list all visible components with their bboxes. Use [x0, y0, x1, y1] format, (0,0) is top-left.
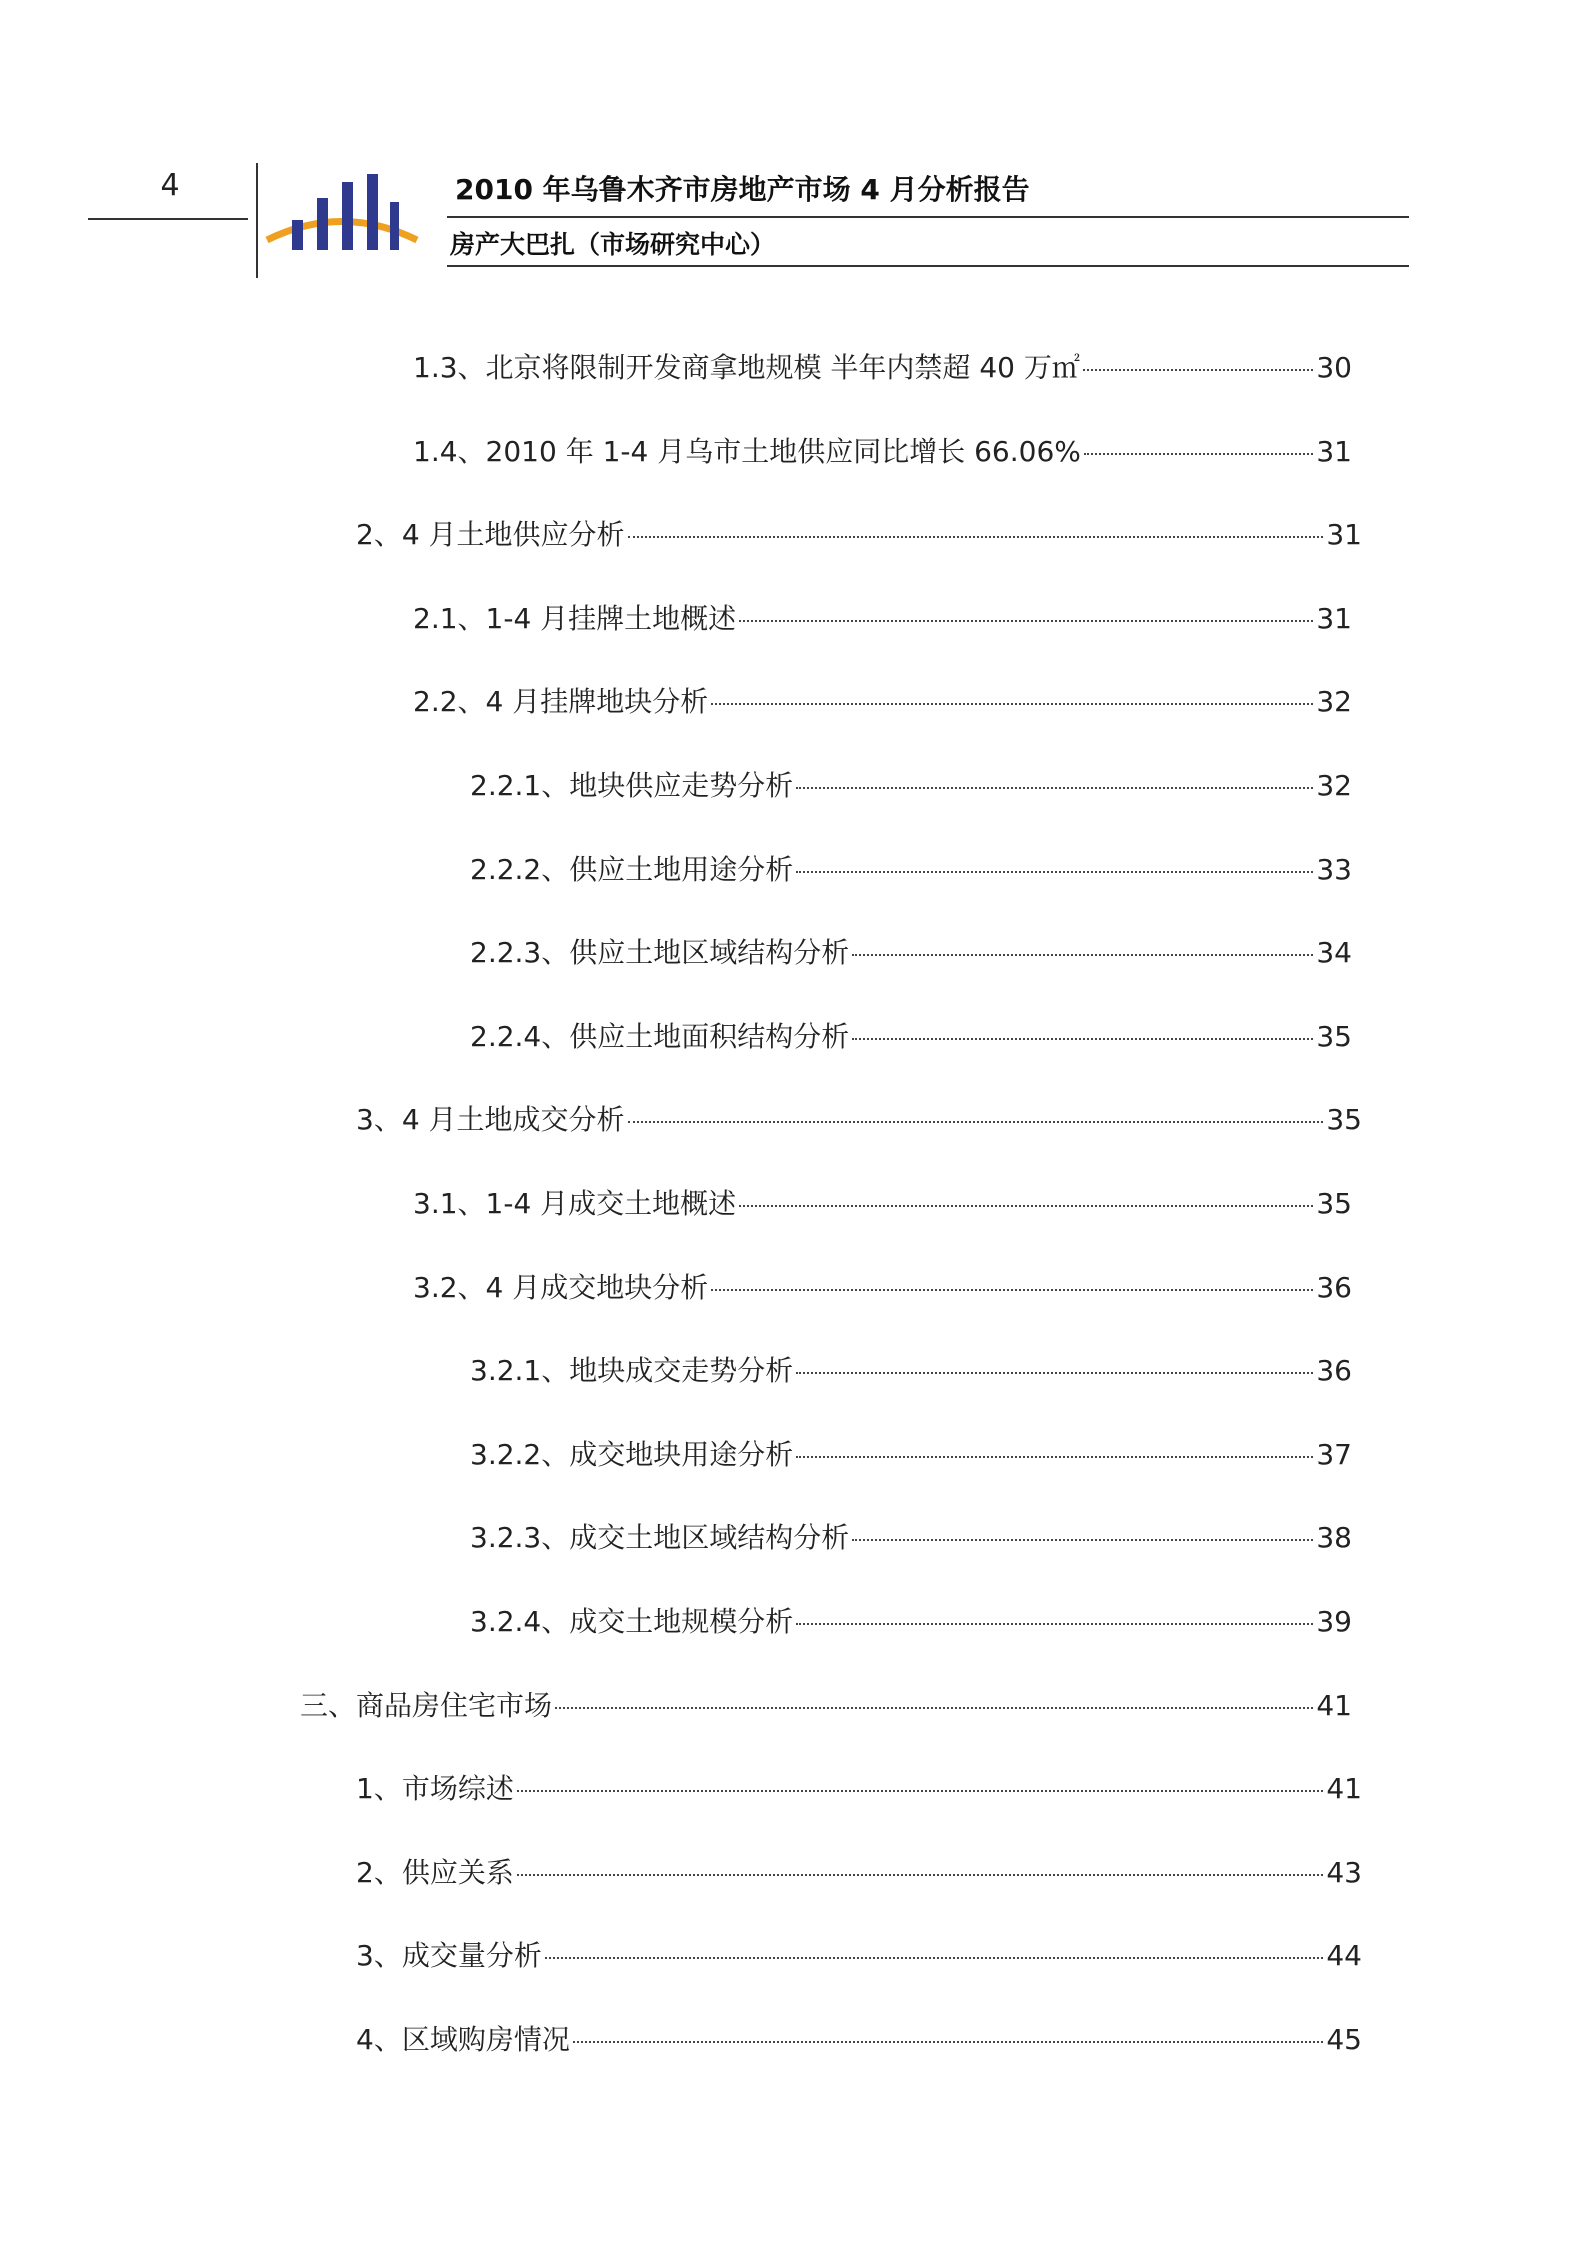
toc-entry[interactable] — [413, 430, 1352, 470]
toc-leader-dots — [628, 536, 1324, 538]
toc-entry[interactable] — [470, 1516, 1352, 1556]
toc-leader-dots — [517, 1874, 1324, 1876]
toc-entry[interactable] — [470, 1433, 1352, 1473]
toc-entry-page: 32 — [1316, 685, 1352, 718]
toc-entry[interactable] — [413, 680, 1352, 720]
toc-entry[interactable] — [356, 1934, 1362, 1974]
toc-entry[interactable] — [413, 597, 1352, 637]
toc-leader-dots — [796, 871, 1313, 873]
toc-entry-page: 33 — [1316, 853, 1352, 886]
document-subtitle: 房产大巴扎（市场研究中心） — [450, 230, 776, 259]
toc-entry-label: 3.2、4 月成交地块分析 — [413, 1271, 709, 1304]
toc-entry-label: 2、4 月土地供应分析 — [356, 518, 625, 551]
toc-entry-label: 2、供应关系 — [356, 1856, 514, 1889]
toc-entry-label: 2.1、1-4 月挂牌土地概述 — [413, 602, 737, 635]
header-rule-left — [88, 218, 248, 220]
toc-entry-page: 37 — [1316, 1438, 1352, 1471]
toc-entry-label: 3、4 月土地成交分析 — [356, 1103, 625, 1136]
toc-entry[interactable] — [413, 1266, 1352, 1306]
toc-entry-page: 31 — [1316, 435, 1352, 468]
toc-entry-label: 3.2.4、成交土地规模分析 — [470, 1605, 794, 1638]
toc-leader-dots — [739, 1205, 1313, 1207]
toc-entry-label: 1.4、2010 年 1-4 月乌市土地供应同比增长 66.06% — [413, 435, 1081, 468]
toc-leader-dots — [711, 1289, 1313, 1291]
toc-entry-label: 1.3、北京将限制开发商拿地规模 半年内禁超 40 万㎡ — [413, 351, 1080, 384]
toc-entry-label: 2.2.1、地块供应走势分析 — [470, 769, 794, 802]
toc-leader-dots — [739, 620, 1313, 622]
toc-entry-page: 43 — [1326, 1856, 1362, 1889]
toc-entry-page: 41 — [1326, 1772, 1362, 1805]
toc-entry[interactable] — [413, 346, 1352, 386]
toc-leader-dots — [573, 2041, 1324, 2043]
toc-entry-label: 三、商品房住宅市场 — [300, 1689, 553, 1722]
toc-entry-page: 36 — [1316, 1271, 1352, 1304]
toc-entry-page: 41 — [1316, 1689, 1352, 1722]
toc-leader-dots — [796, 1456, 1313, 1458]
toc-entry-label: 3.1、1-4 月成交土地概述 — [413, 1187, 737, 1220]
toc-leader-dots — [852, 954, 1313, 956]
toc-entry-label: 3、成交量分析 — [356, 1939, 542, 1972]
toc-entry-page: 32 — [1316, 769, 1352, 802]
toc-entry[interactable] — [356, 1851, 1362, 1891]
toc-entry-label: 2.2.2、供应土地用途分析 — [470, 853, 794, 886]
toc-leader-dots — [796, 1623, 1313, 1625]
toc-entry-label: 4、区域购房情况 — [356, 2023, 570, 2056]
toc-entry[interactable] — [356, 2018, 1362, 2058]
toc-entry[interactable] — [470, 764, 1352, 804]
toc-entry-page: 35 — [1326, 1103, 1362, 1136]
toc-entry-page: 39 — [1316, 1605, 1352, 1638]
toc-entry-page: 44 — [1326, 1939, 1362, 1972]
toc-entry[interactable] — [470, 1015, 1352, 1055]
toc-entry-page: 35 — [1316, 1020, 1352, 1053]
toc-entry-label: 2.2.4、供应土地面积结构分析 — [470, 1020, 850, 1053]
toc-entry[interactable] — [300, 1684, 1352, 1724]
toc-leader-dots — [711, 703, 1313, 705]
toc-entry[interactable] — [470, 848, 1352, 888]
header-vertical-rule — [256, 163, 258, 278]
toc-entry-page: 45 — [1326, 2023, 1362, 2056]
toc-entry-page: 34 — [1316, 936, 1352, 969]
toc-entry[interactable] — [470, 931, 1352, 971]
toc-leader-dots — [555, 1707, 1313, 1709]
toc-leader-dots — [1084, 453, 1313, 455]
toc-entry-page: 35 — [1316, 1187, 1352, 1220]
toc-leader-dots — [1083, 369, 1313, 371]
toc-leader-dots — [852, 1539, 1313, 1541]
document-title: 2010 年乌鲁木齐市房地产市场 4 月分析报告 — [455, 173, 1030, 206]
toc-entry[interactable] — [356, 513, 1362, 553]
toc-leader-dots — [545, 1957, 1324, 1959]
toc-entry[interactable] — [470, 1600, 1352, 1640]
header-rule-top — [447, 216, 1409, 218]
bar-chart-logo-icon — [262, 168, 422, 258]
toc-leader-dots — [796, 1372, 1313, 1374]
toc-entry-page: 36 — [1316, 1354, 1352, 1387]
toc-entry-label: 2.2.3、供应土地区域结构分析 — [470, 936, 850, 969]
toc-entry-label: 3.2.2、成交地块用途分析 — [470, 1438, 794, 1471]
toc-leader-dots — [517, 1790, 1324, 1792]
toc-entry-page: 31 — [1316, 602, 1352, 635]
toc-entry-page: 30 — [1316, 351, 1352, 384]
toc-entry[interactable] — [356, 1767, 1362, 1807]
toc-entry-page: 31 — [1326, 518, 1362, 551]
toc-leader-dots — [628, 1121, 1324, 1123]
toc-entry-label: 2.2、4 月挂牌地块分析 — [413, 685, 709, 718]
page-number: 4 — [160, 168, 180, 203]
toc-entry-page: 38 — [1316, 1521, 1352, 1554]
toc-entry-label: 3.2.3、成交土地区域结构分析 — [470, 1521, 850, 1554]
toc-entry[interactable] — [413, 1182, 1352, 1222]
toc-entry-label: 3.2.1、地块成交走势分析 — [470, 1354, 794, 1387]
header-rule-bottom — [447, 265, 1409, 267]
toc-leader-dots — [796, 787, 1313, 789]
toc-entry[interactable] — [356, 1098, 1362, 1138]
toc-entry-label: 1、市场综述 — [356, 1772, 514, 1805]
toc-leader-dots — [852, 1038, 1313, 1040]
toc-entry[interactable] — [470, 1349, 1352, 1389]
